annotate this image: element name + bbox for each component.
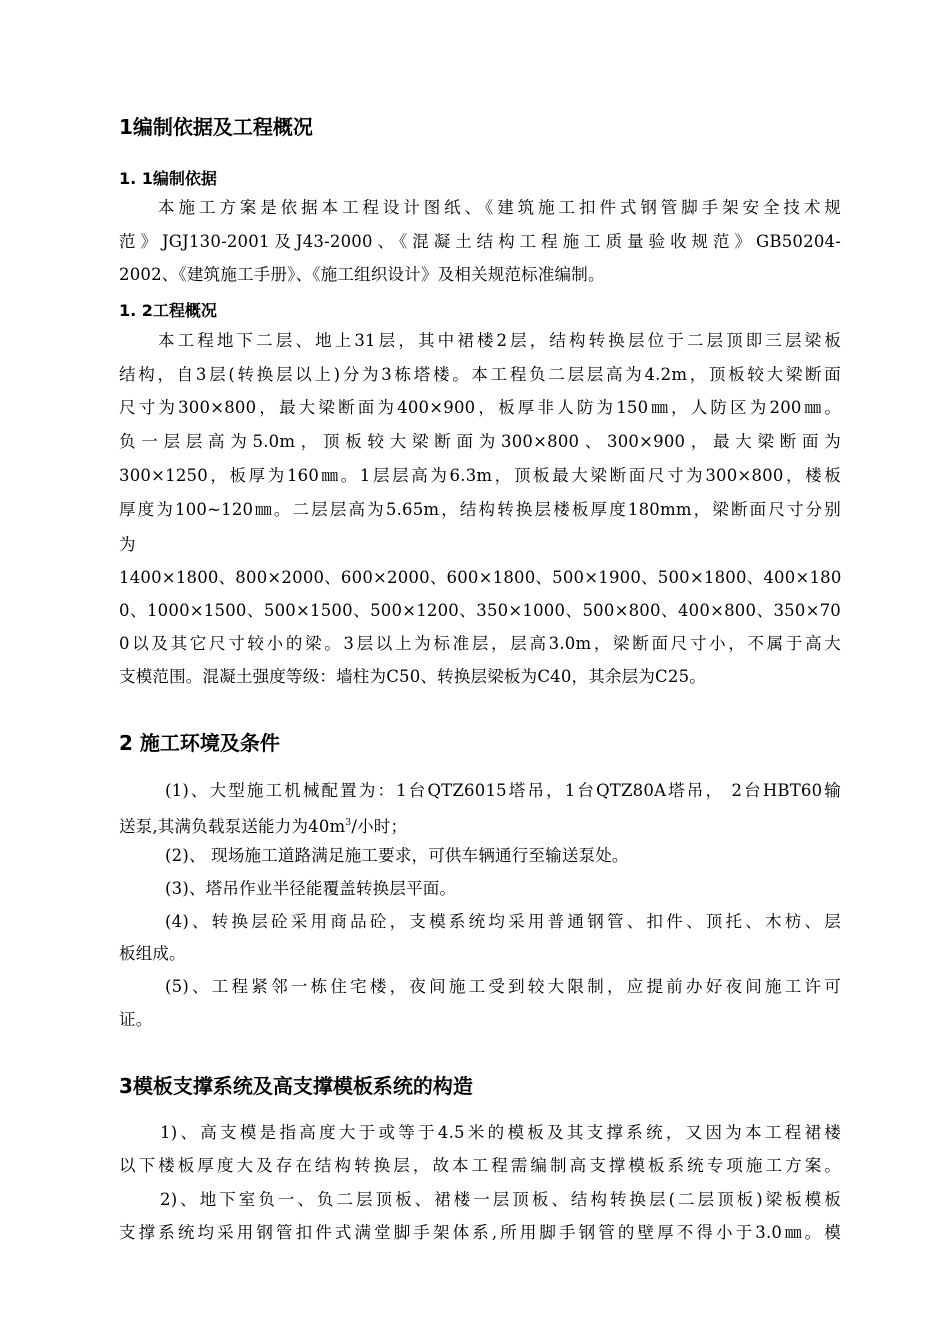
section-1-title: 1编制依据及工程概况 [119, 115, 313, 139]
list-item: (2)、 现场施工道路满足施工要求，可供车辆通行至输送泵处。 [165, 846, 629, 865]
paragraph-line: 以下楼板厚度大及存在结构转换层，故本工程需编制高支撑模板系统专项施工方案。 [119, 1156, 841, 1175]
list-item: (1)、大型施工机械配置为：1台QTZ6015塔吊，1台QTZ80A塔吊， 2台HBT60输 [165, 781, 841, 800]
paragraph-line: 支撑系统均采用钢管扣件式满堂脚手架体系,所用脚手钢管的壁厚不得小于3.0㎜。模 [119, 1223, 841, 1242]
section-2-title: 2 施工环境及条件 [119, 731, 280, 755]
list-item-continuation: 证。 [119, 1010, 153, 1029]
section-1-2-title: 1. 2工程概况 [119, 301, 217, 320]
section-1-1-title: 1. 1编制依据 [119, 169, 217, 188]
paragraph-line: 0、1000×1500、500×1500、500×1200、350×1000、500×800、400×800、350×70 [119, 601, 841, 620]
paragraph-line: 本施工方案是依据本工程设计图纸、《建筑施工扣件式钢管脚手架安全技术规 [158, 198, 841, 217]
paragraph-line: 1400×1800、800×2000、600×2000、600×1800、500×1900、500×1800、400×180 [119, 568, 842, 587]
paragraph-line: 2002、《建筑施工手册》、《施工组织设计》及相关规范标准编制。 [119, 265, 605, 284]
paragraph-line: 结构，自3层(转换层以上)分为3栋塔楼。本工程负二层层高为4.2m，顶板较大梁断面 [119, 365, 841, 384]
paragraph-line: 支模范围。混凝土强度等级：墙柱为C50、转换层梁板为C40，其余层为C25。 [119, 667, 706, 686]
list-item: (5)、工程紧邻一栋住宅楼，夜间施工受到较大限制，应提前办好夜间施工许可 [165, 977, 841, 996]
paragraph-line: 1)、高支模是指高度大于或等于4.5米的模板及其支撑系统，又因为本工程裙楼 [160, 1123, 841, 1142]
list-item: (3)、塔吊作业半径能覆盖转换层平面。 [165, 879, 457, 898]
paragraph-line: 0以及其它尺寸较小的梁。3层以上为标准层，层高3.0m，梁断面尺寸小，不属于高大 [119, 634, 841, 653]
paragraph-line: 负一层层高为5.0m，顶板较大梁断面为300×800、300×900，最大梁断面为 [119, 432, 841, 451]
paragraph-line: 厚度为100~120㎜。二层层高为5.65m，结构转换层楼板厚度180mm，梁断面尺寸分别 [119, 500, 841, 519]
list-item: (4)、转换层砼采用商品砼，支模系统均采用普通钢管、扣件、顶托、木枋、层 [165, 912, 841, 931]
paragraph-line: 范》JGJ130-2001及J43-2000、《混凝土结构工程施工质量验收规范》GB50204- [119, 232, 841, 251]
list-item-continuation: 送泵,其满负载泵送能力为$40m^3/$小时； [119, 817, 408, 836]
paragraph-line: 2)、地下室负一、负二层顶板、裙楼一层顶板、结构转换层(二层顶板)梁板模板 [160, 1190, 841, 1209]
paragraph-line: 尺寸为300×800，最大梁断面为400×900，板厚非人防为150㎜，人防区为200㎜。 [119, 398, 841, 417]
paragraph-line: 300×1250，板厚为160㎜。1层层高为6.3m，顶板最大梁断面尺寸为300×800，楼板 [119, 466, 841, 485]
paragraph-line: 为 [119, 535, 136, 554]
section-3-title: 3模板支撑系统及高支撑模板系统的构造 [119, 1074, 473, 1098]
list-item-continuation: 板组成。 [119, 944, 186, 963]
paragraph-line: 本工程地下二层、地上31层，其中裙楼2层，结构转换层位于二层顶即三层梁板 [158, 331, 841, 350]
